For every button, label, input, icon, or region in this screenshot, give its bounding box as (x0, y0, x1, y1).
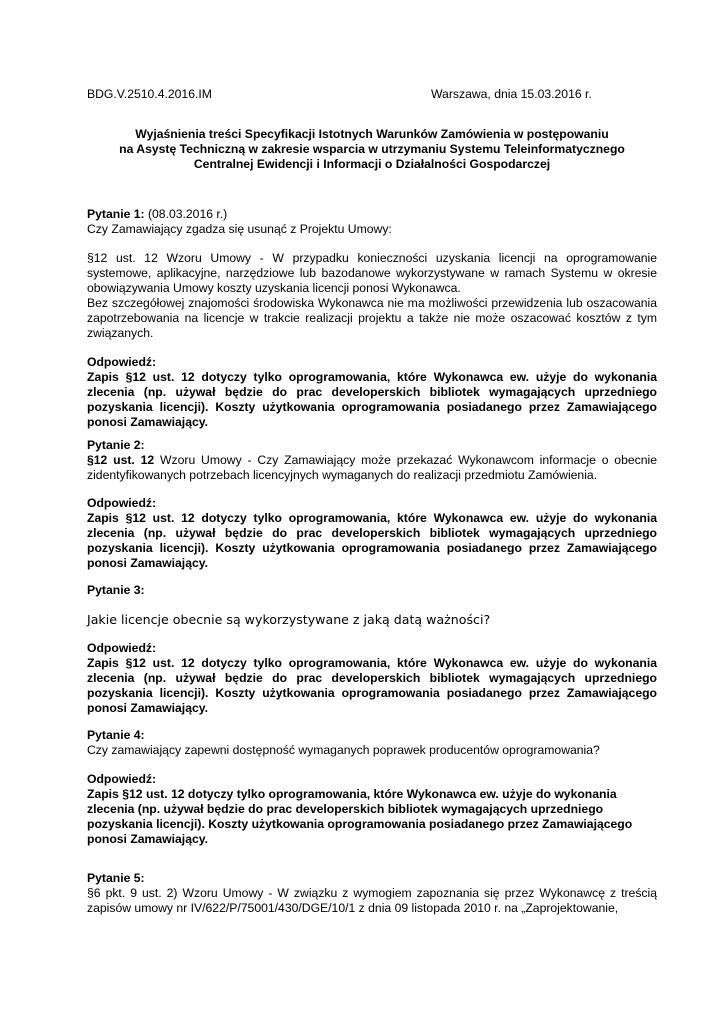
answer-2-text: Zapis §12 ust. 12 dotyczy tylko oprogramowania, które Wykonawca ew. użyje do wykonania zlecenia (np. używał będzie do prac developerskich bibliotek wymagających uprzedniego pozyskania licencji). Koszty użytkowania oprogramowania posiadanego przez Zamawiającego ponosi Zamawiający. (87, 511, 657, 570)
answer-3-text: Zapis §12 ust. 12 dotyczy tylko oprogramowania, które Wykonawca ew. użyje do wykonania zlecenia (np. używał będzie do prac developerskich bibliotek wymagających uprzedniego pozyskania licencji). Koszty użytkowania oprogramowania posiadanego przez Zamawiającego ponosi Zamawiający. (87, 656, 657, 715)
answer-4-label: Odpowiedź: (87, 772, 157, 786)
answer-2-label: Odpowiedź: (87, 496, 157, 510)
question-2-text (87, 453, 657, 483)
answer-1-label: Odpowiedź: (87, 355, 157, 369)
document-title (87, 127, 657, 172)
question-1-label: Pytanie 1: (87, 207, 145, 221)
question-2-label: Pytanie 2: (87, 438, 145, 452)
question-2-reference: §12 ust. 12 (87, 453, 155, 467)
place-date: Warszawa, dnia 15.03.2016 r. (431, 87, 592, 101)
question-1-paragraph-2: Bez szczegółowej znajomości środowiska Wykonawca nie ma możliwości przewidzenia lub oszacowania zapotrzebowania na licencje w trakcie realizacji projektu a także nie może oszacować kosztów z tym związanych. (87, 296, 657, 340)
question-4-text: Czy zamawiający zapewni dostępność wymaganych poprawek producentów oprogramowania? (87, 743, 600, 757)
question-2-body: Wzoru Umowy - Czy Zamawiający może przekazać Wykonawcom informacje o obecnie zidentyfikowanych potrzebach licencyjnych wymaganych do realizacji przedmiotu Zamówienia. (87, 453, 657, 482)
question-1-header (87, 207, 657, 222)
document-reference: BDG.V.2510.4.2016.IM (87, 87, 212, 101)
answer-3-label: Odpowiedź: (87, 641, 157, 655)
question-3-text: Jakie licencje obecnie są wykorzystywane z jaką datą ważności? (87, 612, 491, 627)
question-5-label: Pytanie 5: (87, 871, 145, 885)
answer-4-line-1: Zapis §12 ust. 12 dotyczy tylko oprogramowania, które Wykonawca ew. użyje do wykonania (87, 787, 617, 801)
question-1-intro: Czy Zamawiający zgadza się usunąć z Projektu Umowy: (87, 222, 392, 236)
question-5-text: §6 pkt. 9 ust. 2) Wzoru Umowy - W związku z wymogiem zapoznania się przez Wykonawcę z treścią zapisów umowy nr IV/622/P/75001/430/DGE/10/1 z dnia 09 listopada 2010 r. na „Zaprojektowanie, (87, 886, 657, 915)
title-line-3: Centralnej Ewidencji i Informacji o Działalności Gospodarczej (193, 157, 551, 171)
question-3-label: Pytanie 3: (87, 583, 145, 597)
question-1-date: (08.03.2016 r.) (144, 207, 228, 221)
title-line-1: Wyjaśnienia treści Specyfikacji Istotnych Warunków Zamówienia w postępowaniu (135, 127, 609, 141)
answer-1-text: Zapis §12 ust. 12 dotyczy tylko oprogramowania, które Wykonawca ew. użyje do wykonania zlecenia (np. używał będzie do prac developerskich bibliotek wymagających uprzedniego pozyskania licencji). Koszty użytkowania oprogramowania posiadanego przez Zamawiającego ponosi Zamawiający. (87, 370, 657, 429)
answer-4-line-2: zlecenia (np. używał będzie do prac developerskich bibliotek wymagających uprzedniego (87, 802, 604, 816)
title-line-2: na Asystę Techniczną w zakresie wsparcia w utrzymaniu Systemu Teleinformatycznego (119, 142, 625, 156)
question-1-paragraph-1: §12 ust. 12 Wzoru Umowy - W przypadku konieczności uzyskania licencji na oprogramowanie systemowe, aplikacyjne, narzędziowe lub bazodanowe wykorzystywane w ramach Systemu w okresie obowiązywania Umowy koszty uzyskania licencji ponosi Wykonawca. (87, 251, 657, 295)
answer-4-line-4: ponosi Zamawiający. (87, 832, 209, 846)
answer-4-text (87, 787, 657, 847)
question-4-label: Pytanie 4: (87, 728, 145, 742)
answer-4-line-3: pozyskania licencji). Koszty użytkowania oprogramowania posiadanego przez Zamawiającego (87, 817, 633, 831)
